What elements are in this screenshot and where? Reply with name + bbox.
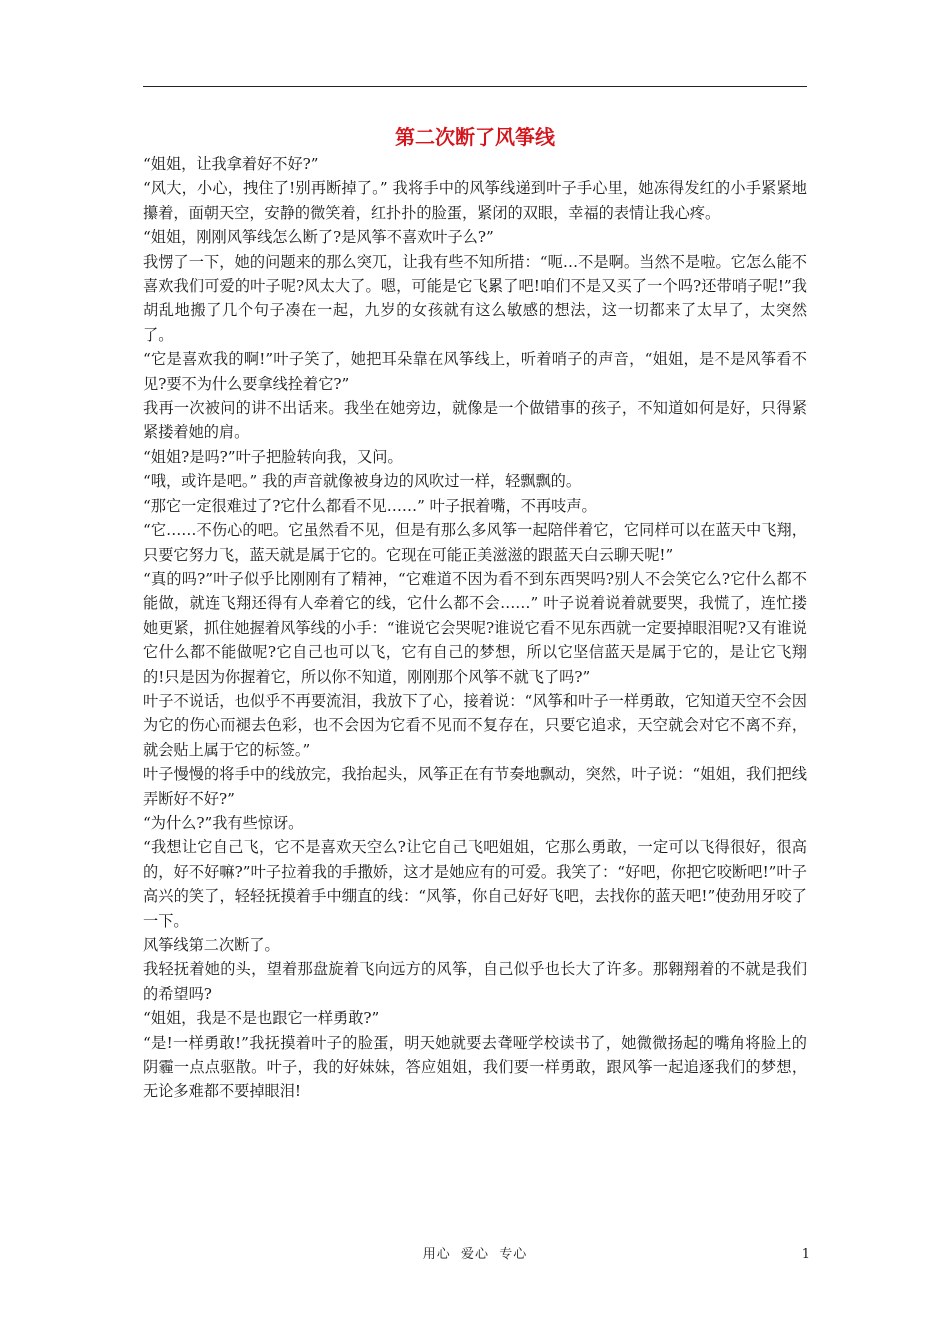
page-number: 1 [801,1247,810,1262]
paragraph: “风大，小心，拽住了!别再断掉了。” 我将手中的风筝线递到叶子手心里，她冻得发红的小手紧紧地攥着，面朝天空，安静的微笑着，红扑扑的脸蛋，紧闭的双眼，幸福的表情让我心疼。 [143,179,807,222]
paragraph: “那它一定很难过了?它什么都看不见……” 叶子抿着嘴，不再吱声。 [143,496,597,515]
paragraph: 叶子不说话，也似乎不再要流泪，我放下了心，接着说：“风筝和叶子一样勇敢，它知道天空不会因为它的伤心而褪去色彩，也不会因为它看不见而不复存在，只要它追求，天空就会对它不离不弃，就会贴上属于它的标签。” [143,691,807,759]
paragraph: 我轻抚着她的头，望着那盘旋着飞向远方的风筝，自己似乎也长大了许多。那翱翔着的不就是我们的希望吗? [143,960,807,1003]
header-rule [143,86,807,87]
paragraph: “姐姐，让我拿着好不好?” [143,155,319,173]
paragraph: “它……不伤心的吧。它虽然看不见，但是有那么多风筝一起陪伴着它，它同样可以在蓝天中飞翔，只要它努力飞，蓝天就是属于它的。它现在可能正美滋滋的跟蓝天白云聊天呢!” [143,521,807,564]
paragraph: “姐姐，我是不是也跟它一样勇敢?” [143,1009,380,1028]
paragraph: 我再一次被问的讲不出话来。我坐在她旁边，就像是一个做错事的孩子，不知道如何是好，只得紧紧搂着她的肩。 [143,399,807,442]
paragraph: “哦，或许是吧。” 我的声音就像被身边的风吹过一样，轻飘飘的。 [143,472,582,491]
paragraph: “它是喜欢我的啊!”叶子笑了，她把耳朵靠在风筝线上，听着哨子的声音，“姐姐，是不是风筝看不见?要不为什么要拿线拴着它?” [143,350,807,393]
paragraph: 叶子慢慢的将手中的线放完，我抬起头，风筝正在有节奏地飘动，突然，叶子说：“姐姐，我们把线弄断好不好?” [143,765,807,808]
paragraph: “我想让它自己飞，它不是喜欢天空么?让它自己飞吧姐姐，它那么勇敢，一定可以飞得很好，很高的，好不好嘛?”叶子拉着我的手撒娇，这才是她应有的可爱。我笑了：“好吧，你把它咬断吧!”叶子高兴的笑了，轻轻抚摸着手中绷直的线：“风筝，你自己好好飞吧，去找你的蓝天吧!”使劲用牙咬了一下。 [143,838,807,930]
paragraph: “姐姐?是吗?”叶子把脸转向我，又问。 [143,447,403,466]
paragraph: “为什么?”我有些惊讶。 [143,813,304,832]
paragraph: 风筝线第二次断了。 [143,936,280,954]
footer-motto: 用心 爱心 专心 [422,1247,528,1262]
paragraph: “姐姐，刚刚风筝线怎么断了?是风筝不喜欢叶子么?” [143,228,494,247]
paragraph: “真的吗?”叶子似乎比刚刚有了精神，“它难道不因为看不到东西哭吗?别人不会笑它么?它什么都不能做，就连飞翔还得有人牵着它的线，它什么都不会……” 叶子说着说着就要哭，我慌了，连忙搂她更紧，抓住她握着风筝线的小手：“谁说它会哭呢?谁说它看不见东西就一定要掉眼泪呢?又有谁说它什么都不能做呢?它自己也可以飞，它有自己的梦想，所以它坚信蓝天是属于它的，是让它飞翔的!只是因为你握着它，所以你不知道，刚刚那个风筝不就飞了吗?” [143,569,807,686]
paragraph: 我愣了一下，她的问题来的那么突兀，让我有些不知所措：“呃…不是啊。当然不是啦。它怎么能不喜欢我们可爱的叶子呢?风太大了。嗯，可能是它飞累了吧!咱们不是又买了一个吗?还带哨子呢!”我胡乱地搬了几个句子凑在一起，九岁的女孩就有这么敏感的想法，这一切都来了太早了，太突然了。 [143,252,807,344]
document-body [143,152,807,1104]
paragraph: “是!一样勇敢!”我抚摸着叶子的脸蛋，明天她就要去聋哑学校读书了，她微微扬起的嘴角将脸上的阴霾一点点驱散。叶子，我的好妹妹，答应姐姐，我们要一样勇敢，跟风筝一起追逐我们的梦想，无论多难都不要掉眼泪! [143,1033,807,1101]
document-title: 第二次断了风筝线 [395,125,555,149]
